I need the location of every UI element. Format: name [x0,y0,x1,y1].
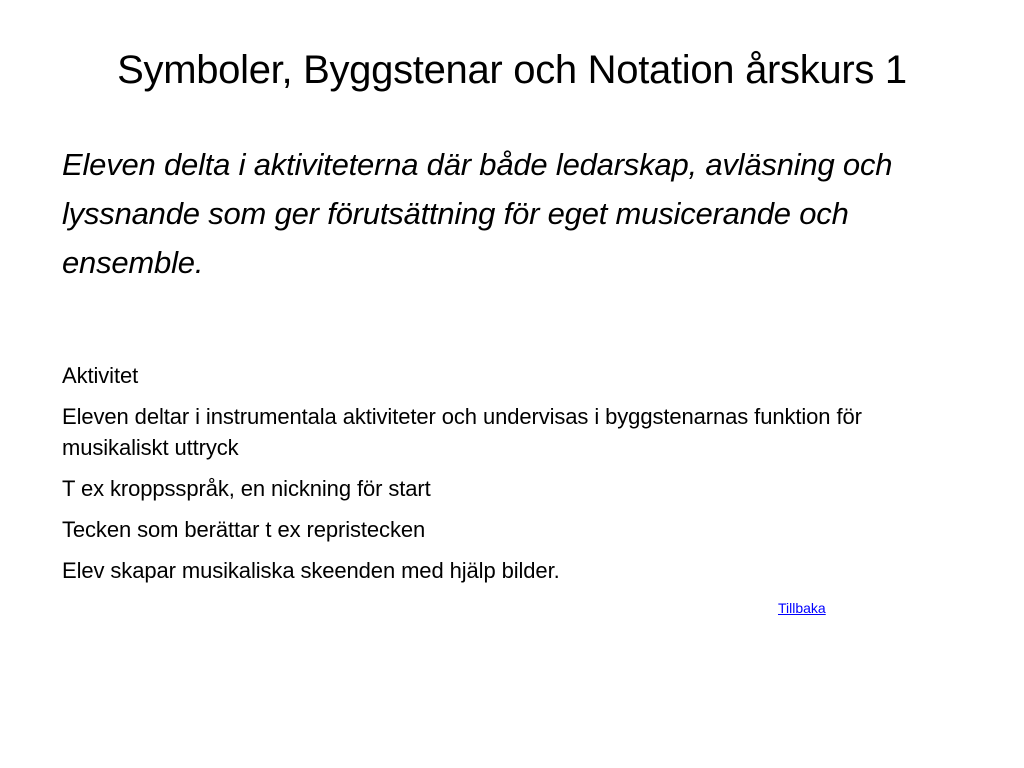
slide-title: Symboler, Byggstenar och Notation årskurs 1 [117,48,907,92]
back-link[interactable]: Tillbaka [778,600,826,616]
activity-heading: Aktivitet [62,363,139,388]
activity-section [62,360,942,596]
activity-line: T ex kroppsspråk, en nickning för start [62,476,431,501]
activity-line: Eleven deltar i instrumentala aktiviteter och undervisas i byggstenarnas funktion för musikaliskt uttryck [62,404,862,460]
intro-text: Eleven delta i aktiviteterna där både ledarskap, avläsning och lyssnande som ger förutsättning för eget musicerande och ensemble. [62,147,893,280]
activity-line: Elev skapar musikaliska skeenden med hjälp bilder. [62,558,560,583]
activity-line: Tecken som berättar t ex repristecken [62,517,426,542]
